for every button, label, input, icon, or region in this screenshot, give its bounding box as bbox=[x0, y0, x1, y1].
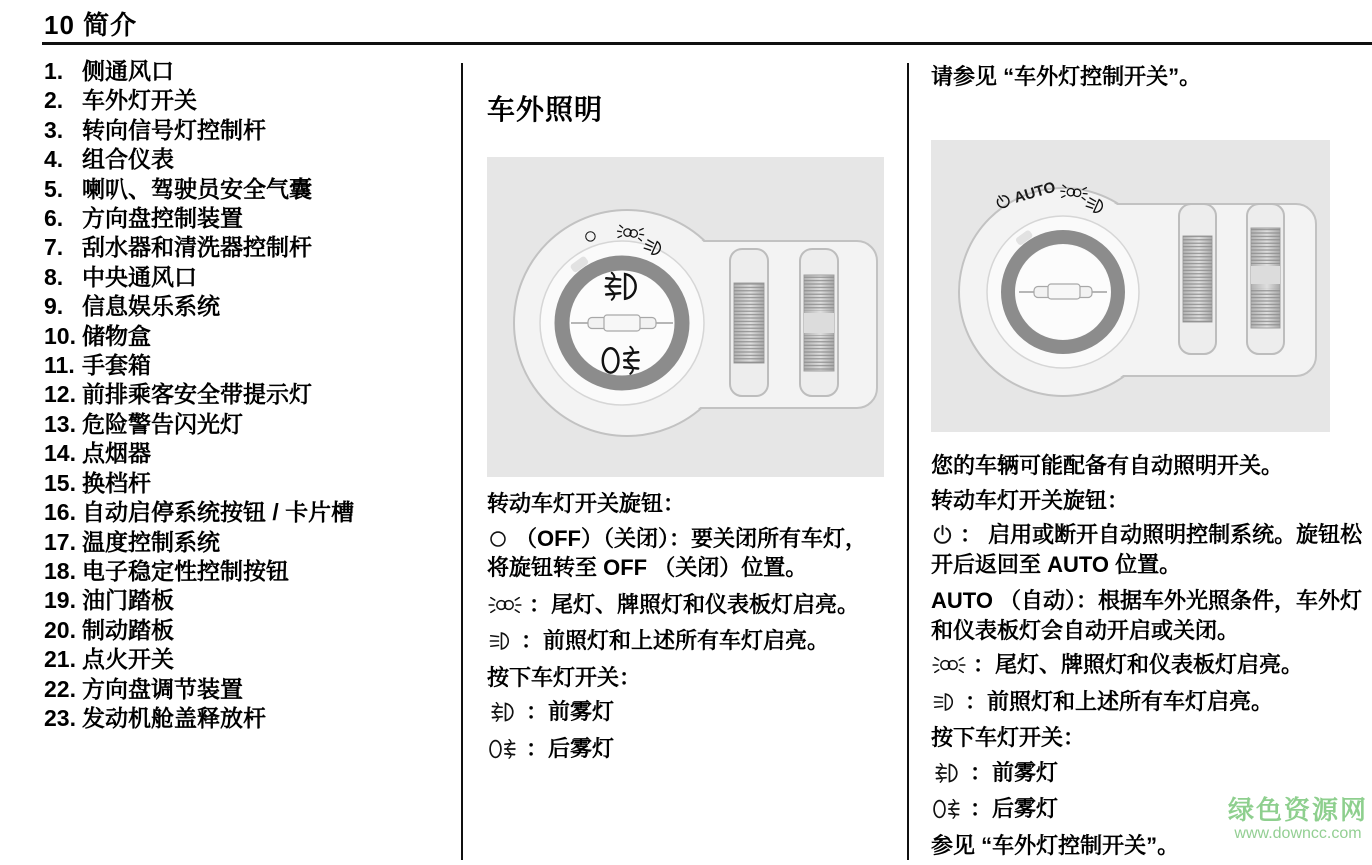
block-text: ：尾灯、牌照灯和仪表板灯启亮。 bbox=[973, 652, 1304, 677]
icon-definition-line bbox=[487, 590, 886, 620]
list-item-label: 发动机舱盖释放杆 bbox=[82, 704, 266, 731]
site-watermark bbox=[1228, 796, 1368, 842]
block-text: 转动车灯开关旋钮： bbox=[487, 491, 686, 516]
list-item-label: 点烟器 bbox=[82, 440, 151, 467]
list-item-number: 14. bbox=[44, 440, 76, 467]
list-item-number: 7. bbox=[44, 234, 64, 261]
column-divider bbox=[461, 63, 463, 860]
list-item bbox=[44, 233, 454, 262]
list-item-label: 点火开关 bbox=[82, 646, 174, 673]
see-also-reference: 请参见 “车外灯控制开关”。 bbox=[931, 64, 1202, 89]
list-item bbox=[44, 439, 454, 468]
list-item-number: 5. bbox=[44, 175, 64, 202]
list-item-label: 中央通风口 bbox=[82, 263, 197, 290]
headlights-icon bbox=[931, 690, 959, 714]
list-item bbox=[44, 351, 454, 380]
list-item-label: 油门踏板 bbox=[82, 587, 174, 614]
block-text: ：尾灯、牌照灯和仪表板灯启亮。 bbox=[529, 591, 860, 617]
list-item bbox=[44, 292, 454, 321]
list-item-number: 22. bbox=[44, 675, 76, 702]
list-item-number: 10. bbox=[44, 322, 76, 349]
block-text: ： 启用或断开自动照明控制系统。旋钮松开后返回至 AUTO 位置。 bbox=[931, 522, 1363, 577]
parking-lights-icon bbox=[931, 653, 967, 677]
front-fog-icon bbox=[487, 700, 520, 724]
icon-definition-line bbox=[931, 758, 1372, 788]
front-fog-icon bbox=[931, 761, 964, 785]
list-item-label: 转向信号灯控制杆 bbox=[82, 116, 266, 143]
exterior-lighting-text bbox=[487, 489, 886, 770]
parts-list bbox=[44, 57, 454, 733]
paragraph bbox=[487, 489, 886, 519]
block-text: 您的车辆可能配备有自动照明开关。 bbox=[931, 453, 1284, 478]
icon-definition-line bbox=[931, 650, 1372, 680]
list-item-number: 15. bbox=[44, 469, 76, 496]
block-text: ：后雾灯 bbox=[970, 796, 1059, 821]
watermark-site-name: 绿色资源网 bbox=[1228, 795, 1369, 825]
paragraph bbox=[931, 486, 1372, 516]
list-item-number: 2. bbox=[44, 87, 64, 114]
list-item-label: 储物盒 bbox=[82, 322, 151, 349]
auto-light-switch-knob-figure bbox=[931, 140, 1330, 432]
list-item-number: 17. bbox=[44, 528, 76, 555]
icon-definition-line bbox=[487, 626, 886, 656]
list-item bbox=[44, 116, 454, 145]
list-item-label: 换档杆 bbox=[82, 469, 151, 496]
watermark-site-url: www.downcc.com bbox=[1234, 824, 1362, 842]
block-text: ：前照灯和上述所有车灯启亮。 bbox=[965, 688, 1274, 714]
light-switch-illustration bbox=[487, 157, 884, 477]
list-item bbox=[44, 145, 454, 174]
block-text: 参见 “车外灯控制开关”。 bbox=[931, 832, 1180, 858]
block-text: AUTO （自动）：根据车外光照条件，车外灯和仪表板灯会自动开启或关闭。 bbox=[931, 588, 1363, 643]
column-divider bbox=[907, 63, 909, 860]
block-text: ：后雾灯 bbox=[526, 735, 615, 761]
list-item-number: 1. bbox=[44, 58, 64, 84]
block-text: 转动车灯开关旋钮： bbox=[931, 487, 1130, 513]
parking-lights-icon bbox=[487, 593, 523, 617]
rear-fog-icon bbox=[931, 797, 964, 821]
list-item-label: 组合仪表 bbox=[82, 146, 174, 173]
paragraph bbox=[931, 723, 1372, 753]
list-item bbox=[44, 704, 454, 733]
list-item-number: 12. bbox=[44, 381, 76, 408]
list-item bbox=[44, 322, 454, 351]
block-text: 按下车灯开关： bbox=[487, 664, 642, 690]
list-item-number: 13. bbox=[44, 410, 76, 437]
list-item-number: 8. bbox=[44, 263, 64, 290]
icon-definition-line bbox=[487, 697, 886, 727]
list-item-label: 车外灯开关 bbox=[82, 87, 197, 114]
list-item bbox=[44, 586, 454, 615]
list-item-number: 23. bbox=[44, 704, 76, 731]
list-item-label: 方向盘控制装置 bbox=[82, 205, 243, 232]
paragraph bbox=[487, 663, 886, 693]
block-text: ：前雾灯 bbox=[970, 759, 1059, 785]
headlights-icon bbox=[487, 629, 515, 653]
list-item bbox=[44, 528, 454, 557]
list-item-number: 19. bbox=[44, 587, 76, 614]
list-item-label: 手套箱 bbox=[82, 352, 151, 379]
list-item-number: 3. bbox=[44, 116, 64, 143]
list-item bbox=[44, 675, 454, 704]
list-item bbox=[44, 645, 454, 674]
icon-definition-line bbox=[931, 520, 1372, 579]
list-item bbox=[44, 469, 454, 498]
block-text: ：前照灯和上述所有车灯启亮。 bbox=[521, 628, 830, 653]
list-item bbox=[44, 557, 454, 586]
list-item-number: 6. bbox=[44, 205, 64, 232]
list-item-number: 9. bbox=[44, 293, 64, 320]
auto-position-label: AUTO bbox=[1012, 178, 1058, 207]
list-item bbox=[44, 175, 454, 204]
list-item-number: 11. bbox=[44, 352, 75, 379]
list-item bbox=[44, 410, 454, 439]
paragraph bbox=[931, 451, 1372, 481]
list-item-label: 方向盘调节装置 bbox=[82, 675, 243, 702]
list-item bbox=[44, 616, 454, 645]
list-item-number: 20. bbox=[44, 616, 76, 643]
list-item-number: 21. bbox=[44, 646, 76, 673]
block-text: ：前雾灯 bbox=[526, 699, 615, 724]
list-item-label: 危险警告闪光灯 bbox=[82, 410, 243, 437]
light-switch-knob-figure bbox=[487, 157, 884, 477]
list-item-label: 喇叭、驾驶员安全气囊 bbox=[82, 175, 312, 202]
block-text: （OFF）（关闭）：要关闭所有车灯，将旋钮转至 OFF （关闭）位置。 bbox=[487, 525, 867, 580]
icon-definition-line bbox=[487, 734, 886, 764]
list-item-label: 温度控制系统 bbox=[82, 528, 220, 555]
icon-definition-line bbox=[487, 524, 886, 583]
list-item-label: 侧通风口 bbox=[82, 58, 174, 84]
section-title-exterior-lighting: 车外照明 bbox=[487, 94, 604, 125]
list-item bbox=[44, 57, 454, 86]
list-item bbox=[44, 380, 454, 409]
auto-light-switch-illustration bbox=[931, 140, 1330, 432]
list-item bbox=[44, 263, 454, 292]
rear-fog-icon bbox=[487, 737, 520, 761]
page-title: 10 简介 bbox=[44, 10, 138, 40]
list-item-number: 18. bbox=[44, 557, 76, 584]
power-icon bbox=[931, 523, 954, 547]
list-item-number: 16. bbox=[44, 499, 76, 526]
list-item bbox=[44, 204, 454, 233]
list-item-label: 制动踏板 bbox=[82, 616, 174, 643]
list-item bbox=[44, 498, 454, 527]
list-item bbox=[44, 86, 454, 115]
paragraph bbox=[931, 586, 1372, 645]
header-rule bbox=[42, 42, 1372, 45]
list-item-label: 电子稳定性控制按钮 bbox=[82, 557, 289, 584]
list-item-label: 信息娱乐系统 bbox=[82, 293, 220, 320]
list-item-label: 刮水器和清洗器控制杆 bbox=[82, 234, 312, 261]
list-item-label: 前排乘客安全带提示灯 bbox=[82, 381, 312, 408]
list-item-number: 4. bbox=[44, 146, 64, 173]
block-text: 按下车灯开关： bbox=[931, 725, 1086, 750]
off-circle-icon bbox=[487, 527, 509, 551]
icon-definition-line bbox=[931, 687, 1372, 717]
list-item-label: 自动启停系统按钮 / 卡片槽 bbox=[82, 499, 355, 526]
